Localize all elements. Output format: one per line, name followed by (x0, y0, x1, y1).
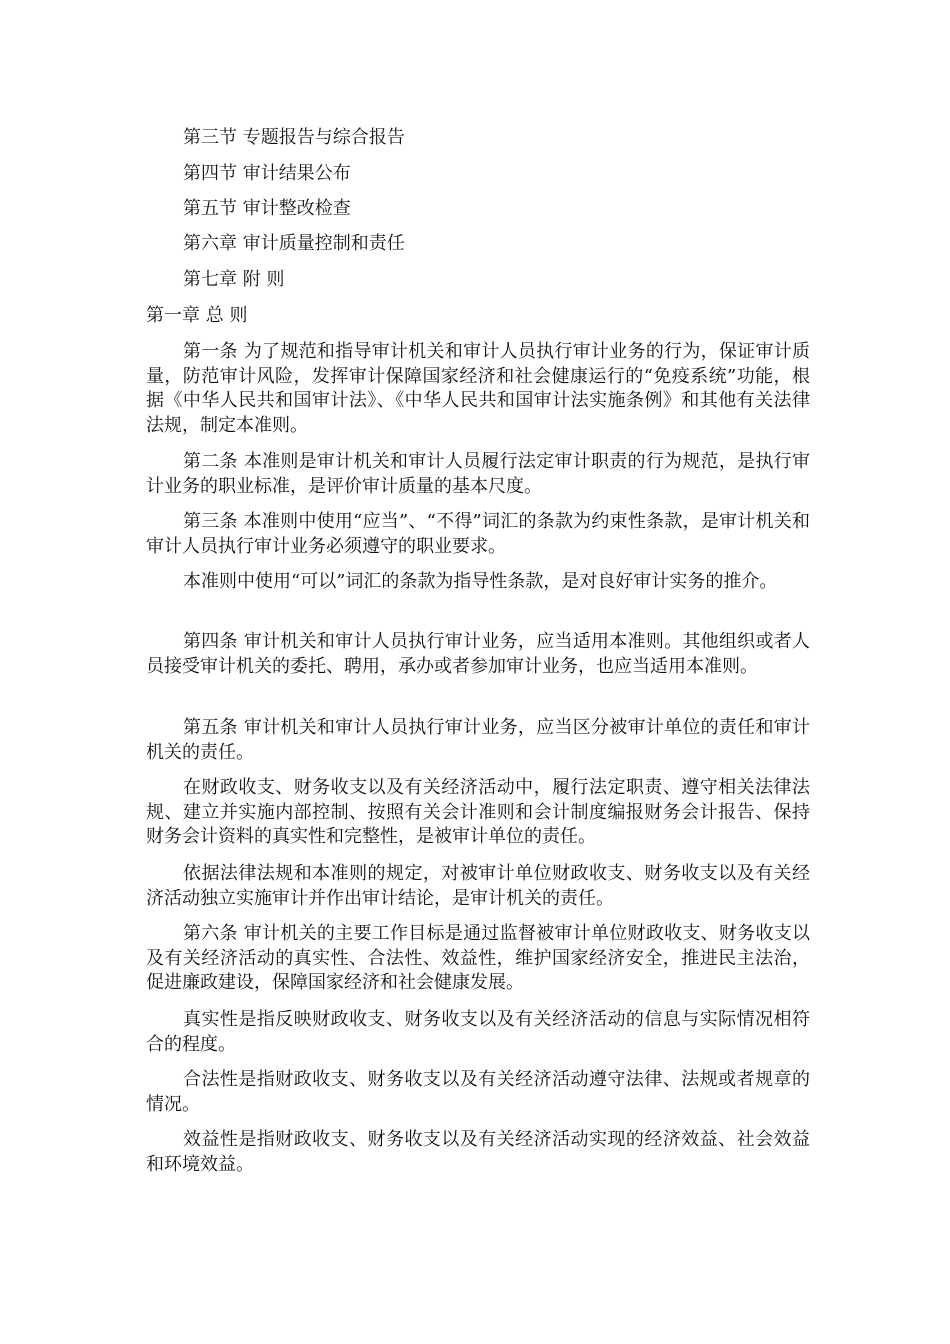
paragraph: 第五条 审计机关和审计人员执行审计业务，应当区分被审计单位的责任和审计机关的责任。 (146, 717, 810, 763)
paragraph: 在财政收支、财务收支以及有关经济活动中，履行法定职责、遵守相关法律法规、建立并实施内部控制、按照有关会计准则和会计制度编报财务会计报告、保持财务会计资料的真实性和完整性，是被审计单位的责任。 (146, 777, 810, 847)
paragraph: 效益性是指财政收支、财务收支以及有关经济活动实现的经济效益、社会效益和环境效益。 (146, 1129, 810, 1175)
toc-item: 第七章 附 则 (183, 269, 285, 290)
paragraph: 合法性是指财政收支、财务收支以及有关经济活动遵守法律、法规或者规章的情况。 (146, 1069, 810, 1115)
paragraph: 第二条 本准则是审计机关和审计人员履行法定审计职责的行为规范，是执行审计业务的职业标准，是评价审计质量的基本尺度。 (146, 451, 810, 497)
paragraph: 真实性是指反映财政收支、财务收支以及有关经济活动的信息与实际情况相符合的程度。 (146, 1009, 810, 1055)
paragraph: 第三条 本准则中使用“应当”、“不得”词汇的条款为约束性条款，是审计机关和审计人员执行审计业务必须遵守的职业要求。 (146, 511, 810, 557)
toc-item: 第六章 审计质量控制和责任 (183, 233, 405, 254)
chapter-title: 第一章 总 则 (146, 305, 248, 326)
paragraph: 本准则中使用“可以”词汇的条款为指导性条款，是对良好审计实务的推介。 (183, 571, 778, 592)
paragraph: 第四条 审计机关和审计人员执行审计业务，应当适用本准则。其他组织或者人员接受审计机关的委托、聘用，承办或者参加审计业务，也应当适用本准则。 (146, 631, 810, 677)
paragraph: 第六条 审计机关的主要工作目标是通过监督被审计单位财政收支、财务收支以及有关经济活动的真实性、合法性、效益性，维护国家经济安全，推进民主法治，促进廉政建设，保障国家经济和社会健康发展。 (146, 923, 810, 993)
toc-item: 第四节 审计结果公布 (183, 163, 351, 184)
paragraph: 第一条 为了规范和指导审计机关和审计人员执行审计业务的行为，保证审计质量，防范审计风险，发挥审计保障国家经济和社会健康运行的“免疫系统”功能，根据《中华人民共和国审计法》、《中华人民共和国审计法实施条例》和其他有关法律法规，制定本准则。 (146, 341, 810, 436)
paragraph: 依据法律法规和本准则的规定，对被审计单位财政收支、财务收支以及有关经济活动独立实施审计并作出审计结论，是审计机关的责任。 (146, 863, 810, 909)
toc-item: 第五节 审计整改检查 (183, 198, 351, 219)
toc-item: 第三节 专题报告与综合报告 (183, 127, 405, 148)
